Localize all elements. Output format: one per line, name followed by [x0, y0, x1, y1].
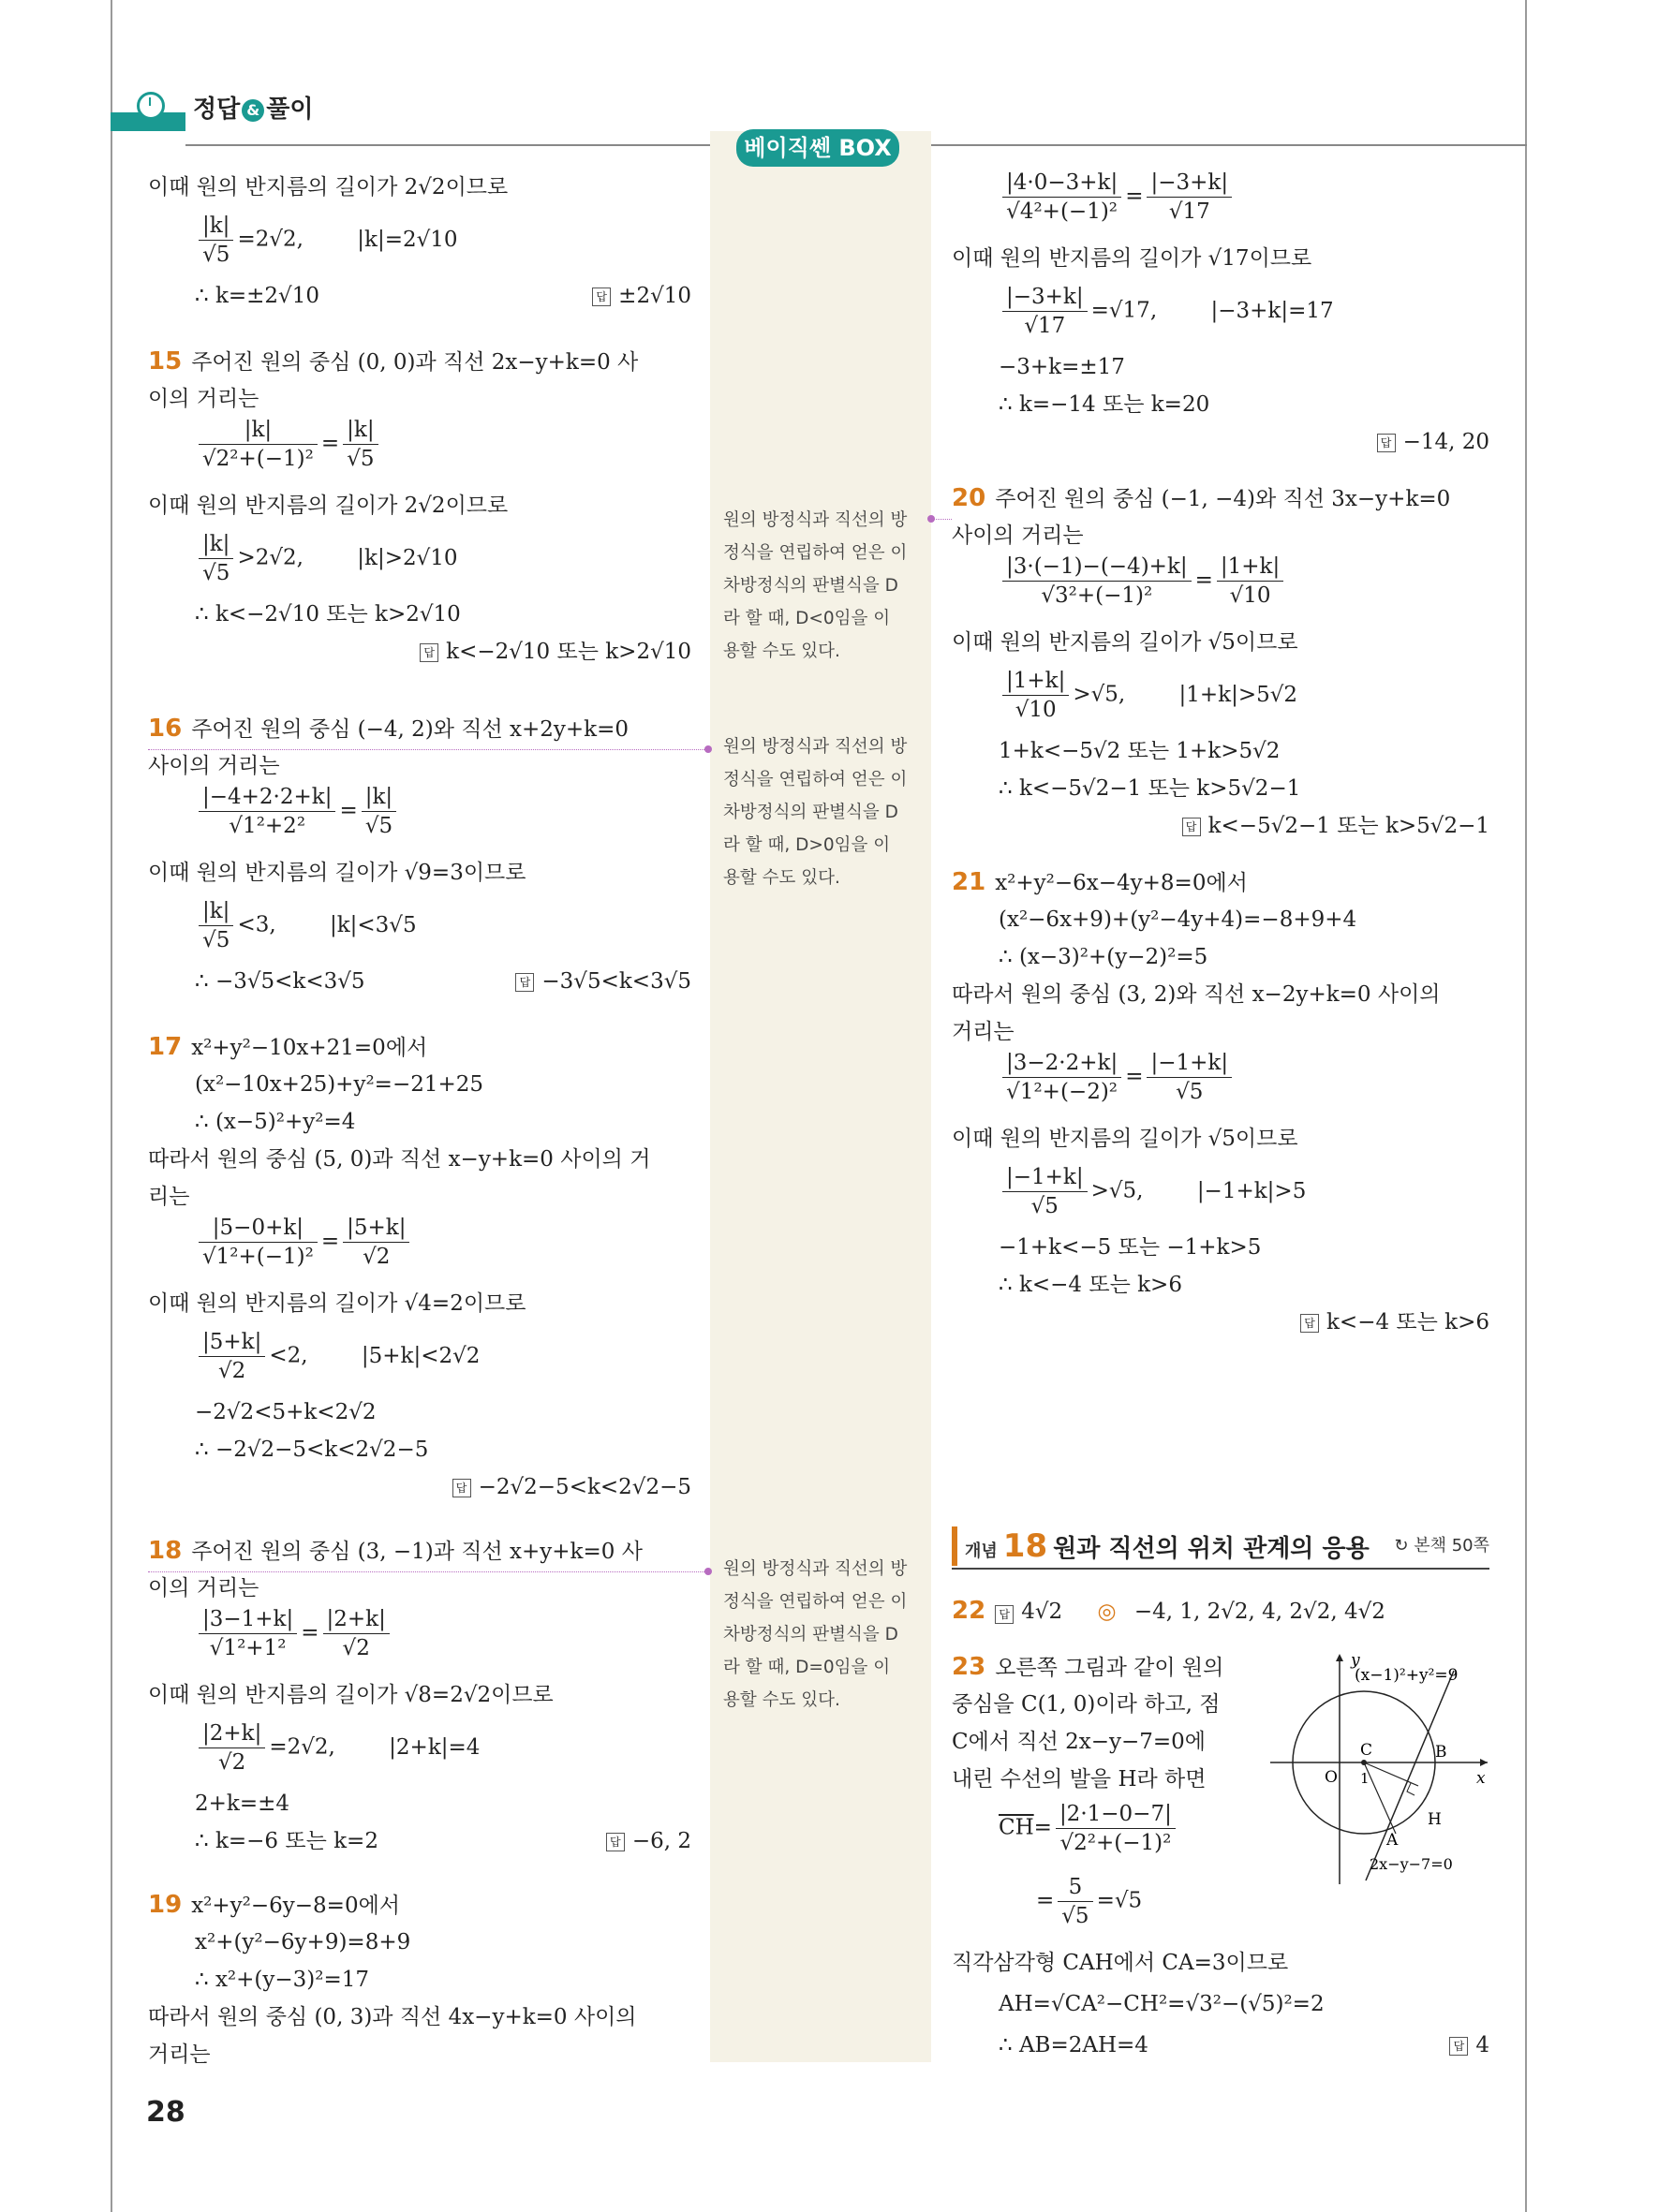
text-line: 거리는 — [952, 1020, 1015, 1044]
concept-header: 개념 18 원과 직선의 위치 관계의 응용 ↻ 본책 50쪽 — [952, 1526, 1489, 1566]
math-line: (x²−10x+25)+y²=−21+25 — [195, 1072, 484, 1097]
svg-text:B: B — [1435, 1743, 1447, 1762]
svg-text:x: x — [1476, 1769, 1486, 1788]
math-line: $\frac{|k|}{√5}$ >2√2, |k|>2√10 — [148, 530, 458, 587]
basic-box-tab: 베이직쎈 BOX — [736, 129, 899, 167]
math-line: ∴ x²+(y−3)²=17 — [195, 1968, 370, 1992]
problem-23: 23 오른쪽 그림과 같이 원의 — [952, 1653, 1224, 1681]
math-line: ∴ AB=2AH=4 — [999, 2033, 1148, 2057]
problem-19: 19 x²+y²−6y−8=0에서 — [148, 1891, 401, 1919]
math-line: ∴ k<−5√2−1 또는 k>5√2−1 — [999, 776, 1301, 801]
math-line: ∴ (x−3)²+(y−2)²=5 — [999, 945, 1208, 969]
text-line: 이때 원의 반지름의 길이가 √17이므로 — [952, 246, 1312, 271]
text-line: 따라서 원의 중심 (5, 0)과 직선 x−y+k=0 사이의 거 — [148, 1147, 651, 1172]
problem-17: 17 x²+y²−10x+21=0에서 — [148, 1033, 428, 1061]
answer-box: 답 −3√5<k<3√5 — [515, 963, 691, 1000]
note-discriminant-3: 원의 방정식과 직선의 방 정식을 연립하여 얻은 이 차방정식의 판별식을 D 라 할 때, D=0임을 이 용할 수도 있다. — [723, 1559, 908, 1710]
math-line: (x²−6x+9)+(y²−4y+4)=−8+9+4 — [999, 907, 1357, 932]
problem-20: 20 주어진 원의 중심 (−1, −4)와 직선 3x−y+k=0 — [952, 484, 1451, 512]
math-line: $\frac{|5+k|}{√2}$ <2, |5+k|<2√2 — [148, 1328, 480, 1385]
math-line: −3+k=±17 — [999, 355, 1125, 379]
text-line: 이때 원의 반지름의 길이가 √4=2이므로 — [148, 1291, 526, 1316]
answer-box: 답 4 — [1449, 2027, 1489, 2064]
math-line: $\frac{|-4+2\cdot 2+k|}{\text{√1²+2²}}$ = $\frac{|k|}{√5}$ — [148, 783, 400, 840]
text-line: 거리는 — [148, 2042, 211, 2067]
math-line: $\frac{|3-2\cdot 2+k|}{\text{√1²+(−2)²}}$ = $\frac{|-1+k|}{√5}$ — [952, 1049, 1236, 1106]
math-line: ∴ k=±2√10 — [195, 284, 319, 308]
svg-text:A: A — [1386, 1831, 1399, 1850]
svg-text:C: C — [1360, 1741, 1373, 1760]
text-line: C에서 직선 2x−y−7=0에 — [952, 1730, 1206, 1754]
separator — [148, 749, 706, 750]
math-line: $\frac{|2+k|}{√2}$ =2√2, |2+k|=4 — [148, 1719, 480, 1777]
math-line: $\frac{|3\cdot(-1)-(-4)+k|}{\text{√3²+(−1)²}}$ = $\frac{|1+k|}{√10}$ — [952, 553, 1287, 610]
title-part-b: 풀이 — [266, 96, 314, 124]
answer-box: 답 −2√2−5<k<2√2−5 — [452, 1468, 691, 1506]
target-icon: ◎ — [1097, 1600, 1117, 1624]
math-line: ∴ −2√2−5<k<2√2−5 — [195, 1438, 429, 1462]
text-line: 사이의 거리는 — [952, 524, 1084, 548]
math-line: −1+k<−5 또는 −1+k>5 — [999, 1235, 1262, 1260]
circle-line-figure — [1270, 1652, 1489, 1886]
math-line: = $\frac{5}{√5}$ =√5 — [1036, 1875, 1143, 1928]
svg-text:O: O — [1325, 1768, 1338, 1787]
problem-15: 15 주어진 원의 중심 (0, 0)과 직선 2x−y+k=0 사 — [148, 347, 639, 376]
note-dot — [704, 1568, 712, 1575]
math-line: ∴ k=−6 또는 k=2 — [195, 1829, 378, 1853]
answer-box: 답 −14, 20 — [1377, 423, 1489, 461]
text-line: 이의 거리는 — [148, 1576, 259, 1600]
math-line: $\frac{|5-0+k|}{\text{√1²+(−1)²}}$ = $\frac{|5+k|}{√2}$ — [148, 1214, 413, 1271]
svg-text:H: H — [1428, 1810, 1442, 1829]
book-ref: ↻ 본책 50쪽 — [1394, 1536, 1489, 1556]
math-line: $\frac{|k|}{\text{√2²+(−1)²}}$ = $\frac{|k|}{√5}$ — [148, 416, 382, 473]
text-line: 내린 수선의 발을 H라 하면 — [952, 1767, 1207, 1792]
text-line: 직각삼각형 CAH에서 CA=3이므로 — [952, 1951, 1289, 1975]
text-line: 중심을 C(1, 0)이라 하고, 점 — [952, 1692, 1221, 1717]
problem-16: 16 주어진 원의 중심 (−4, 2)와 직선 x+2y+k=0 — [148, 715, 630, 743]
answer-box: 답 k<−5√2−1 또는 k>5√2−1 — [1182, 807, 1489, 845]
note-discriminant-1: 원의 방정식과 직선의 방 정식을 연립하여 얻은 이 차방정식의 판별식을 D 라 할 때, D<0임을 이 용할 수도 있다. — [723, 510, 908, 661]
text-line: 이때 원의 반지름의 길이가 2√2이므로 — [148, 494, 509, 518]
math-line: ∴ (x−5)²+y²=4 — [195, 1110, 356, 1134]
note-discriminant-2: 원의 방정식과 직선의 방 정식을 연립하여 얻은 이 차방정식의 판별식을 D 라 할 때, D>0임을 이 용할 수도 있다. — [723, 737, 908, 888]
math-line: ∴ −3√5<k<3√5 — [195, 969, 365, 994]
math-line: −2√2<5+k<2√2 — [195, 1400, 377, 1424]
math-line: $\overline{CH}=$ $\frac{|2\cdot 1-0-7|}{\text{√2²+(−1)²}}$ — [952, 1800, 1179, 1857]
refresh-icon: ↻ — [1394, 1536, 1415, 1556]
svg-text:y: y — [1351, 1652, 1360, 1670]
math-line: $\frac{|3-1+k|}{\text{√1²+1²}}$ = $\frac{|2+k|}{√2}$ — [148, 1605, 393, 1662]
answer-box: 답 k<−4 또는 k>6 — [1300, 1304, 1489, 1341]
math-line: $\frac{|4\cdot 0-3+k|}{\text{√4²+(−1)²}}$ = $\frac{|-3+k|}{√17}$ — [952, 169, 1236, 226]
answer-box: 답 ±2√10 — [592, 277, 691, 315]
page-number: 28 — [146, 2096, 185, 2129]
problem-21: 21 x²+y²−6x−4y+8=0에서 — [952, 868, 1248, 896]
line-eq-label: 2x−y−7=0 — [1370, 1855, 1453, 1873]
text-line: 사이의 거리는 — [148, 754, 280, 778]
math-line: $\frac{|1+k|}{√10}$ >√5, |1+k|>5√2 — [952, 667, 1297, 724]
math-line: 1+k<−5√2 또는 1+k>5√2 — [999, 739, 1281, 763]
answer-box: 답 k<−2√10 또는 k>2√10 — [420, 633, 691, 671]
math-line: ∴ k=−14 또는 k=20 — [999, 392, 1210, 417]
math-line: ∴ k<−2√10 또는 k>2√10 — [195, 602, 461, 627]
text-line: 이때 원의 반지름의 길이가 √5이므로 — [952, 630, 1298, 655]
math-line: 2+k=±4 — [195, 1792, 290, 1816]
basic-box-column — [710, 131, 931, 2062]
math-line: AH=√CA²−CH²=√3²−(√5)²=2 — [999, 1992, 1325, 2016]
text-line: 리는 — [148, 1185, 190, 1209]
text-line: 이때 원의 반지름의 길이가 2√2이므로 — [148, 175, 509, 199]
math-line: x²+(y²−6y+9)=8+9 — [195, 1930, 411, 1954]
svg-text:1: 1 — [1360, 1770, 1370, 1787]
header-title — [193, 90, 313, 125]
math-line: $\frac{|k|}{√5}$ =2√2, |k|=2√10 — [148, 212, 458, 269]
text-line: 이의 거리는 — [148, 387, 259, 411]
separator — [148, 1571, 706, 1572]
circle-eq-label: (x−1)²+y²=9 — [1355, 1666, 1459, 1685]
text-line: 이때 원의 반지름의 길이가 √9=3이므로 — [148, 861, 526, 885]
answer-box: 답 −6, 2 — [606, 1822, 691, 1860]
text-line: 따라서 원의 중심 (0, 3)과 직선 4x−y+k=0 사이의 — [148, 2005, 637, 2029]
note-dot — [704, 745, 712, 753]
text-line: 이때 원의 반지름의 길이가 √5이므로 — [952, 1127, 1298, 1151]
math-line: ∴ k<−4 또는 k>6 — [999, 1273, 1182, 1297]
title-part-a: 정답 — [193, 96, 241, 124]
problem-22: 22 답 4√2 ◎ −4, 1, 2√2, 4, 2√2, 4√2 — [952, 1597, 1385, 1625]
math-line: $\frac{|-1+k|}{√5}$ >√5, |−1+k|>5 — [952, 1163, 1306, 1220]
note-dot — [927, 515, 935, 523]
math-line: $\frac{|k|}{√5}$ <3, |k|<3√5 — [148, 897, 417, 954]
problem-18: 18 주어진 원의 중심 (3, −1)과 직선 x+y+k=0 사 — [148, 1537, 643, 1565]
math-line: $\frac{|-3+k|}{√17}$ =√17, |−3+k|=17 — [952, 283, 1334, 340]
clock-icon — [137, 92, 165, 120]
title-amp: & — [242, 99, 264, 122]
text-line: 이때 원의 반지름의 길이가 √8=2√2이므로 — [148, 1683, 554, 1707]
text-line: 따라서 원의 중심 (3, 2)와 직선 x−2y+k=0 사이의 — [952, 982, 1441, 1007]
